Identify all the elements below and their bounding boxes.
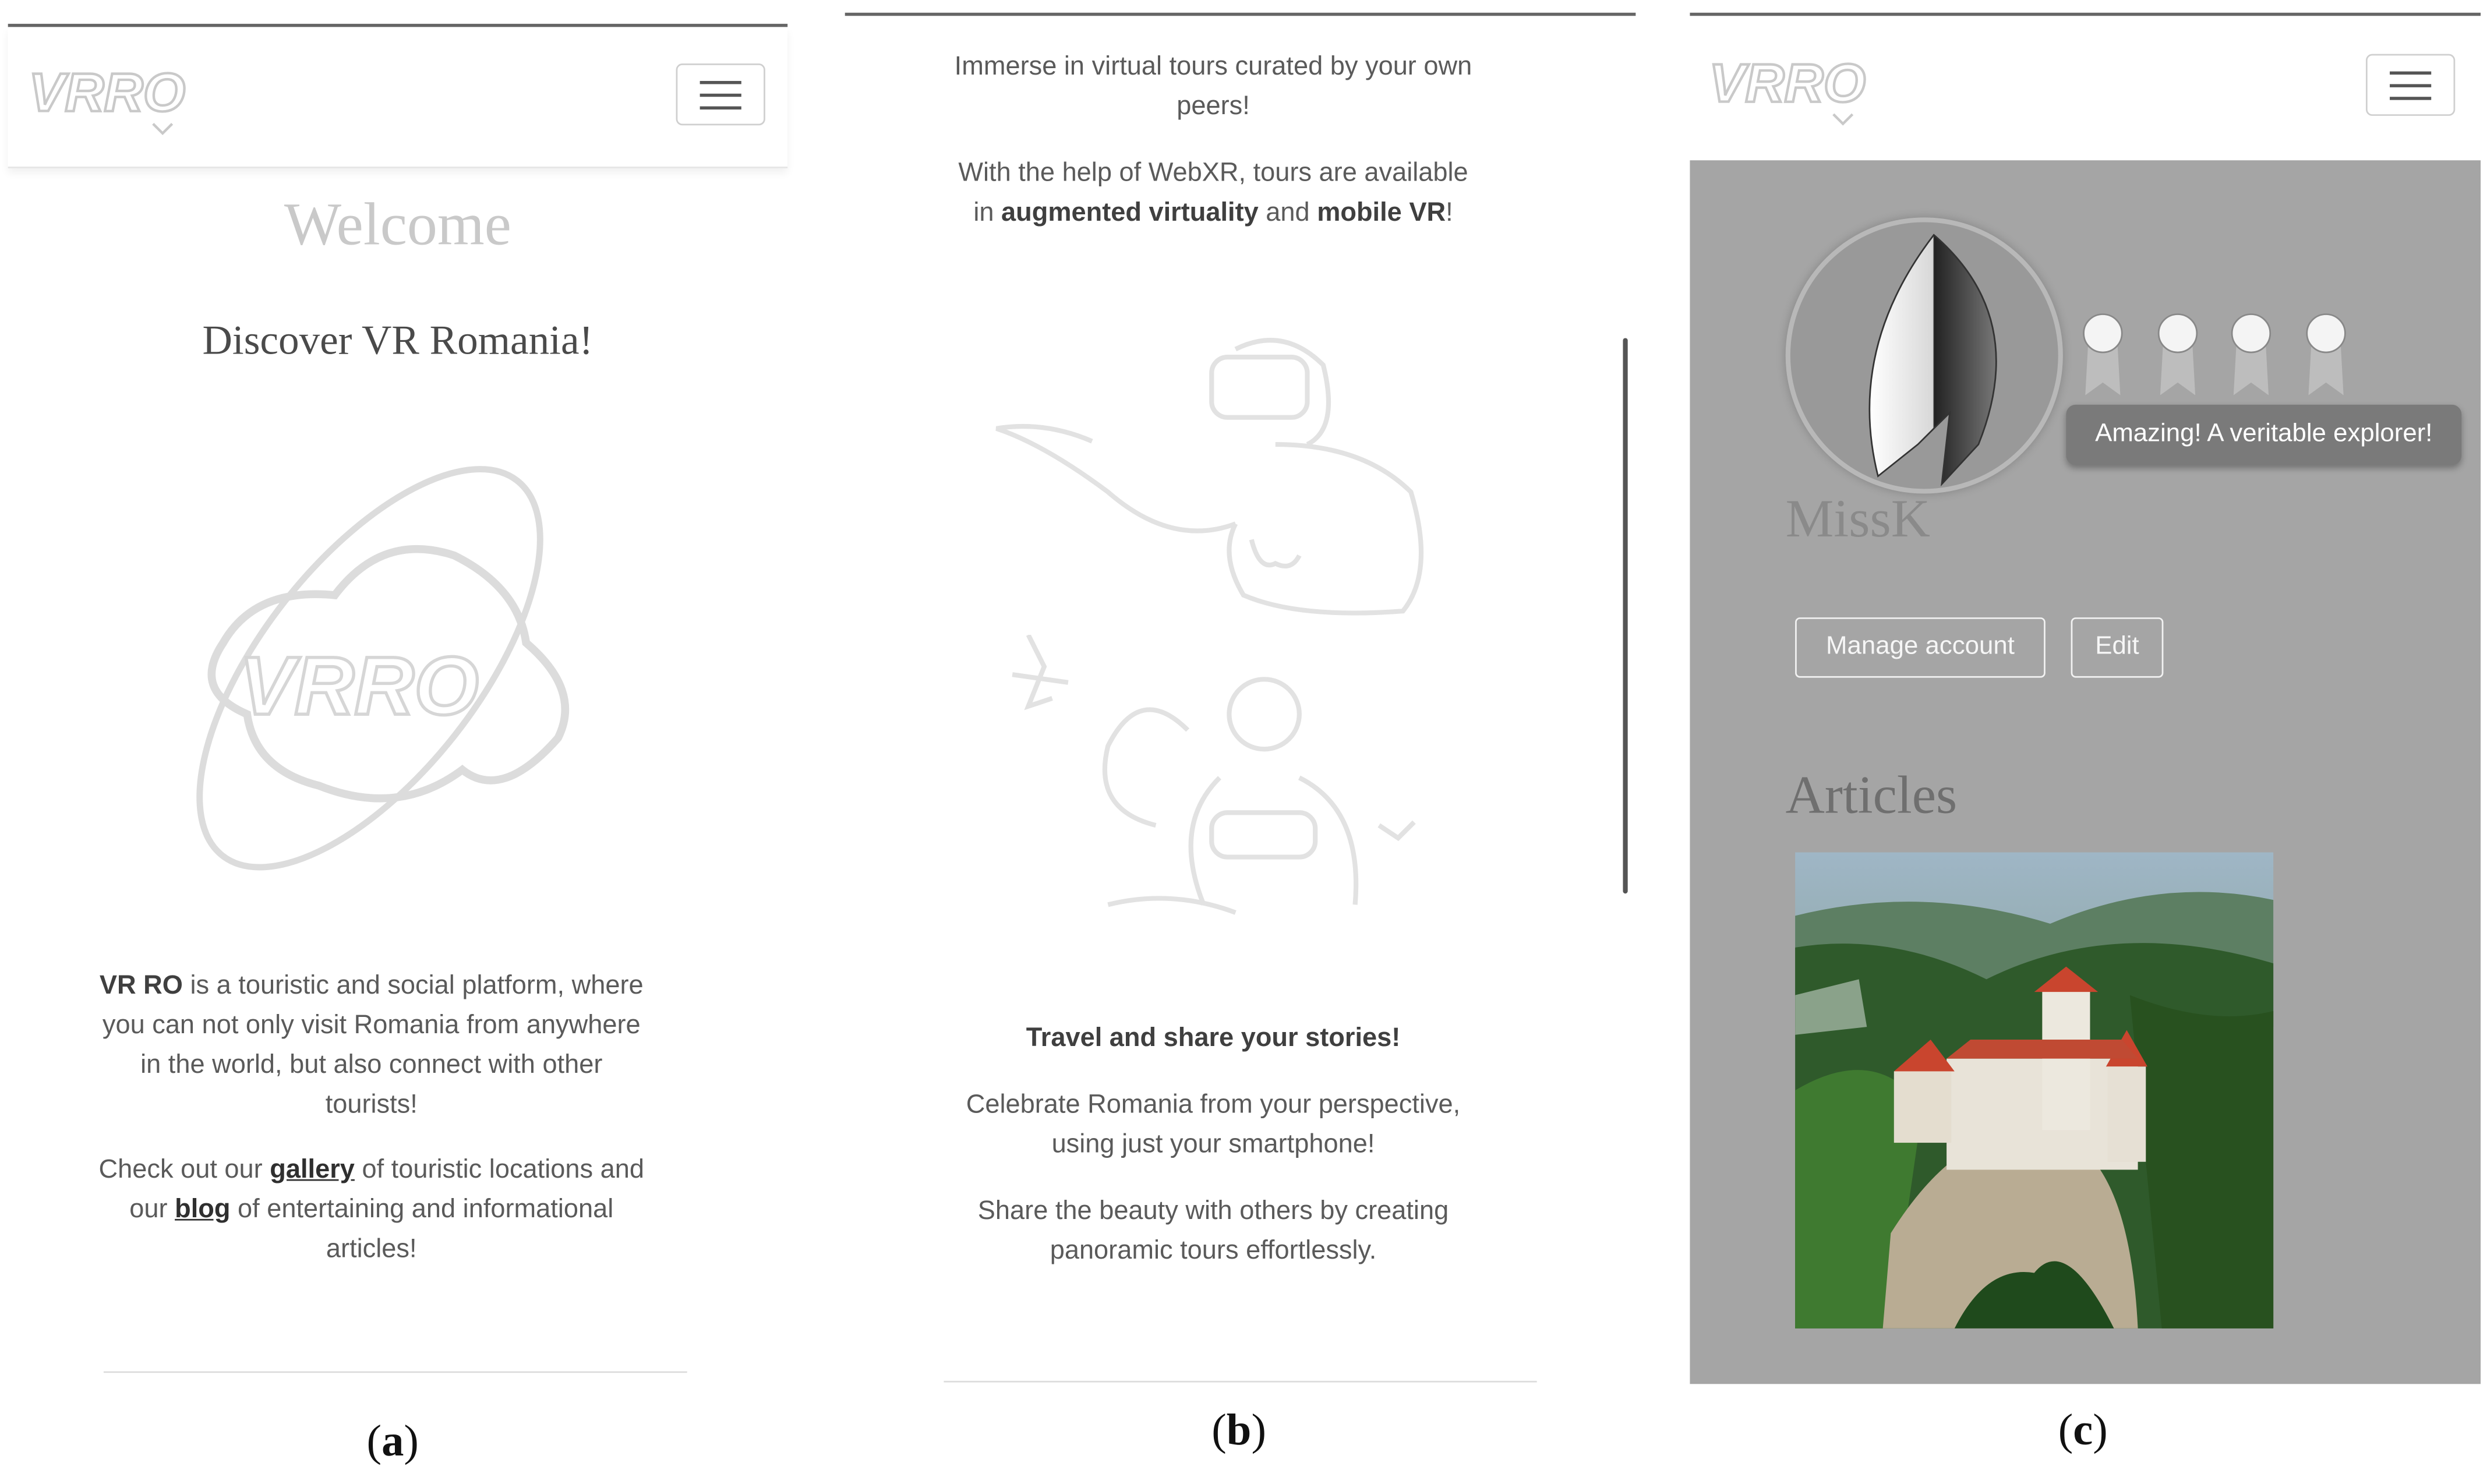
- intro-paragraph: VR RO is a touristic and social platform, where you can not only visit Romania from anywhere in the world, but also connect with other tourists!: [99, 971, 644, 1119]
- pin-icon: [1834, 114, 1853, 123]
- caption-c: (c): [2058, 1406, 2108, 1455]
- hamburger-menu-button[interactable]: [676, 63, 765, 125]
- svg-text:VRRO: VRRO: [1709, 52, 1866, 114]
- check-out-paragraph: Check out our gallery of touristic locations and our blog of entertaining and informational articles!: [98, 1155, 644, 1264]
- star-badge-icon[interactable]: [2230, 306, 2271, 395]
- top-border: [845, 13, 1636, 15]
- avatar[interactable]: [1786, 217, 2063, 493]
- username: MissK: [1785, 490, 1930, 549]
- blog-link[interactable]: blog: [175, 1195, 231, 1224]
- castle-article-image[interactable]: [1795, 852, 2273, 1328]
- smartphone-person-illustration-icon: [980, 635, 1458, 937]
- vrro-logo[interactable]: [1706, 44, 1878, 127]
- welcome-title: Welcome: [284, 192, 511, 259]
- immerse-text: Immerse in virtual tours curated by your own peers!: [954, 52, 1472, 121]
- badge-tooltip: Amazing! A veritable explorer!: [2066, 405, 2461, 465]
- manage-account-button[interactable]: Manage account: [1795, 617, 2046, 678]
- caption-a: (a): [366, 1417, 419, 1467]
- top-border: [1690, 13, 2481, 15]
- webxr-text: With the help of WebXR, tours are available in augmented virtuality and mobile VR!: [958, 158, 1468, 227]
- chat-badge-icon[interactable]: [2305, 306, 2347, 395]
- hamburger-menu-button[interactable]: [2366, 54, 2455, 116]
- pin-badge-icon[interactable]: [2157, 306, 2198, 395]
- footer-divider: [944, 1381, 1536, 1383]
- celebrate-text: Celebrate Romania from your perspective, using just your smartphone!: [966, 1090, 1461, 1159]
- gallery-link[interactable]: gallery: [270, 1155, 355, 1184]
- svg-text:VRRO: VRRO: [29, 62, 186, 123]
- pin-icon: [153, 124, 172, 133]
- romania-map-logo-icon: [160, 436, 606, 896]
- vrro-logo[interactable]: [26, 54, 198, 137]
- articles-heading: Articles: [1785, 766, 1958, 826]
- lock-badge-icon[interactable]: [2082, 306, 2124, 395]
- footer-divider: [104, 1371, 687, 1373]
- top-border: [8, 24, 787, 26]
- svg-text:VRRO: VRRO: [239, 639, 479, 733]
- leaf-avatar-icon: [1790, 222, 2063, 494]
- discover-subtitle: Discover VR Romania!: [202, 317, 594, 364]
- caption-b: (b): [1211, 1406, 1266, 1455]
- travel-heading: Travel and share your stories!: [1026, 1023, 1401, 1052]
- vr-headset-person-illustration-icon: [980, 333, 1443, 619]
- edit-button[interactable]: Edit: [2071, 617, 2164, 678]
- share-text: Share the beauty with others by creating panoramic tours effortlessly.: [977, 1196, 1449, 1265]
- scrollbar[interactable]: [1623, 338, 1627, 893]
